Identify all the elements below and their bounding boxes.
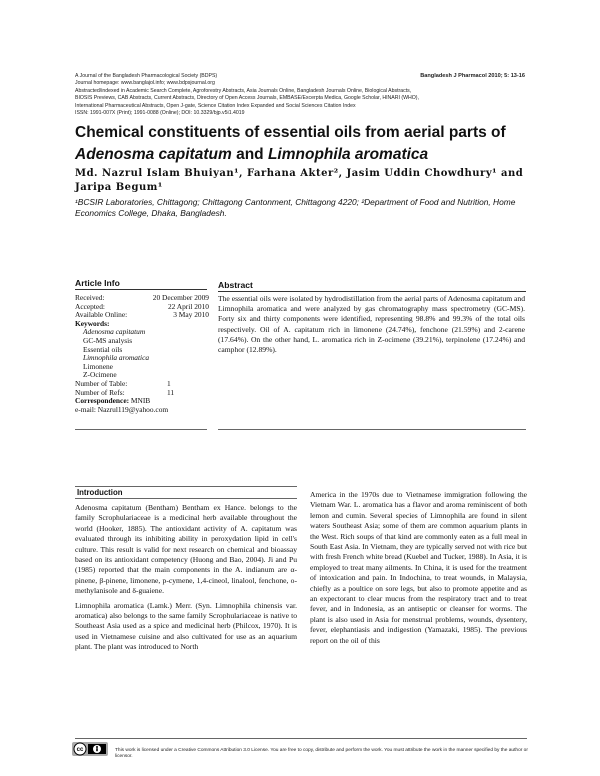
title-and: and — [236, 146, 264, 163]
left-column — [75, 503, 297, 657]
article-info-bottom-rule — [75, 429, 207, 430]
keyword: Limnophila aromatica — [83, 353, 150, 363]
abstract-heading: Abstract — [218, 280, 253, 290]
header-line: ISSN: 1991-007X (Print); 1991-0088 (Online); DOI: 10.3329/bjp.v5i1.4019 — [75, 110, 245, 117]
received-date: 20 December 2009 — [152, 293, 209, 302]
title-line-2 — [75, 144, 535, 166]
header-line: International Pharmaceutical Abstracts, Open J-gate, Science Citation Index Expanded and Social Sciences Citation Index — [75, 102, 356, 109]
tables-count: 1 — [167, 378, 171, 388]
authors-line-2: Jaripa Begum¹ — [75, 182, 163, 193]
received-label: Received: — [75, 293, 105, 302]
keyword: GC-MS analysis — [83, 335, 133, 345]
header-line: Journal homepage: www.banglajol.info; www.bdpsjournal.org — [75, 80, 215, 87]
keyword: Z-Ocimene — [83, 370, 117, 380]
header-line: A Journal of the Bangladesh Pharmacological Society (BDPS) — [75, 73, 218, 79]
intro-rule — [75, 498, 297, 499]
footer-rule — [75, 738, 527, 739]
keyword: Adenosma capitatum — [83, 327, 146, 337]
title-species-1: Adenosma capitatum — [75, 146, 232, 163]
intro-paragraph-3: America in the 1970s due to Vietnamese immigration following the Vietnam War. L. aromatica has a flavor and aroma reminiscent of both lemon and cumin. Several species of Limnophila are found in silent waters Southeast Asia; some of them are common aquarium plants in the West. Rich soups of that kind are commonly eaten as a full meal in South East Asia. In Vietnam, they are typically served not with rice but with fresh French white bread (Kuebel and Tucker, 1988). In Asia, it is employed to treat many ailments. In China, it is used for the treatment of intoxication and pain. In Indochina, to treat wounds, in Malaysia, chiefly as a poultice on sore legs, but also to promote appetite and as an expectorant to clear mucus from the respiratory tract and to treat fever, and in Indonesia, as an antiseptic or cleanser for worms. The plant is also used in Asia for menstrual problems, wounds, dysentery, fever, elephantiasis and indigestion (Yamazaki, 1985). The previous report on the oil of this — [310, 490, 527, 645]
authors-line-1: Md. Nazrul Islam Bhuiyan¹, Farhana Akter², Jasim Uddin Chowdhury¹ and — [75, 168, 524, 179]
header-line: BIOSIS Previews, CAB Abstracts, Current Abstracts, Directory of Open Access Journals, EMBASE/Excerpta Medica, Google Scholar, HINARI (WHO), — [75, 95, 419, 102]
article-info-heading: Article Info — [75, 278, 120, 288]
keyword: Essential oils — [83, 344, 123, 354]
author-list — [75, 167, 535, 195]
title-species-2: Limnophila aromatica — [267, 146, 429, 163]
accepted-label: Accepted: — [75, 301, 105, 311]
header-line: Abstracted/indexed in Academic Search Complete, Agroforestry Abstracts, Asia Journals Online, Bangladesh Journals Online, Biological Abstracts, — [75, 87, 412, 94]
article-info-rule — [75, 289, 207, 290]
cc-label: cc — [76, 747, 84, 754]
article-info — [75, 294, 209, 414]
creative-commons-icon — [72, 742, 108, 756]
accepted-date: 22 April 2010 — [167, 301, 209, 311]
paper-title — [75, 122, 535, 166]
online-label: Available Online: — [75, 310, 128, 320]
right-column — [310, 490, 527, 650]
intro-paragraph-1: Adenosma capitatum (Bentham) Bentham ex Hance. belongs to the family Scrophulariaceae is a medicinal herb available throughout the world (Hooker, 1885). The antioxidant activity of A. capitatum was evaluated through its inhibiting ability in peroxydation lipid in cell's culture. This result is valid for next research on chemical and bioassay based on its antioxidant competency (Huong and Bao, 2004). Ji and Pu (1985) reported that the main components in the A. indianum are α-pinene, β-pinene, limonene, p-cymene, 1,4-cineol, linalool, fenchone, o-methylanisole and δ-guaiene. — [75, 503, 297, 596]
title-line-1: Chemical constituents of essential oils from aerial parts of — [75, 124, 506, 141]
journal-reference: Bangladesh J Pharmacol 2010; 5: 13-16 — [420, 73, 525, 79]
refs-label: Number of Refs: — [75, 387, 125, 397]
intro-heading: Introduction — [77, 488, 123, 497]
intro-paragraph-2: Limnophila aromatica (Lamk.) Merr. (Syn. Limnophila chinensis var. aromatica) also belongs to the same family Scrophulariaceae is native to Southeast Asia used as a spice and medicinal herb (Philcox, 1970). It is used in Vietnamese cuisine and also cultivated for use as an aquarium plant. The plant was introduced to North — [75, 600, 297, 652]
journal-header — [75, 73, 495, 117]
license-notice: This work is licensed under a Creative Commons Attribution 3.0 License. You are free to copy, distribute and perform the work. You must attribute the work in the manner specified by the author or licensor. — [115, 748, 528, 760]
keywords-label: Keywords: — [75, 318, 110, 328]
correspondence-label: Correspondence: — [75, 396, 130, 406]
intro-top-rule — [75, 486, 297, 487]
refs-count: 11 — [167, 387, 175, 397]
abstract-rule — [218, 291, 526, 292]
tables-label: Number of Table: — [75, 378, 128, 388]
keyword: Limonene — [83, 361, 113, 371]
abstract-text: The essential oils were isolated by hydrodistillation from the aerial parts of Adenosma capitatum and Limnophila aromatica and were analyzed by gas chromatography mass spectrometry (GC-MS). Forty six and thirty components were identified, representing 98.8% and 99.3% of the total oils respectively. Oil of A. capitatum rich in limonene (24.74%), fenchone (21.59%) and 2-carene (17.64%). On the other hand, L. aromatica rich in Z-ocimene (39.21%), terpinolene (17.24%) and camphor (12.89%). — [218, 294, 525, 355]
correspondence-name: MNIB — [130, 396, 151, 406]
online-date: 3 May 2010 — [173, 310, 209, 320]
affiliation: ¹BCSIR Laboratories, Chittagong; Chittagong Cantonment, Chittagong 4220; ²Department of Food and Nutrition, Home Economics College, Dhaka, Bangladesh. — [75, 197, 516, 218]
cc-badge-icon — [72, 742, 108, 756]
abstract-bottom-rule — [218, 429, 526, 430]
email[interactable]: e-mail: Nazrul119@yahoo.com — [75, 404, 169, 414]
